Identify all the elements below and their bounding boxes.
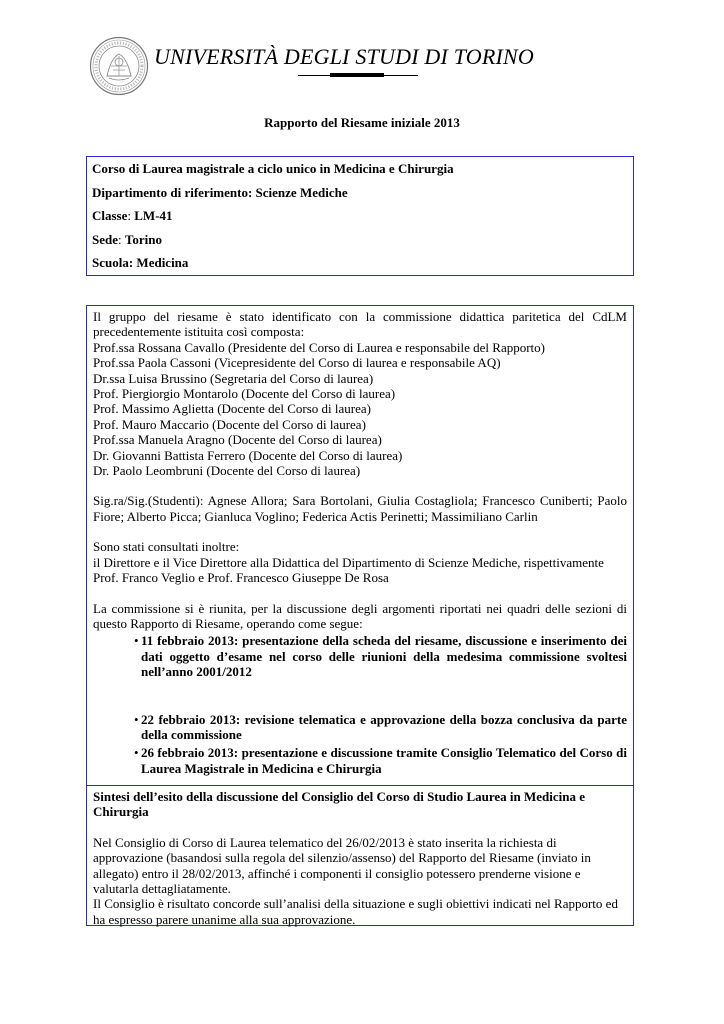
synthesis-paragraph: Nel Consiglio di Corso di Laurea telematico del 26/02/2013 è stato inserita la richiesta di approvazione (basandosi sulla regola del silenzio/assenso) del Rapporto del Riesame (inviato in allegato) entro il 28/02/2013, affinché i componenti il consiglio potessero prenderne visione e valutarla dettagliatamente. (93, 834, 591, 897)
consulted-heading: Sono stati consultati inoltre: (93, 539, 240, 555)
member-item: Prof.ssa Paola Cassoni (Vicepresidente del Corso di laurea e responsabile AQ) (93, 355, 501, 371)
synthesis-box (86, 785, 634, 926)
department: Dipartimento di riferimento: Scienze Mediche (92, 184, 348, 200)
course-info-box (86, 156, 634, 276)
site-sep: : (118, 231, 125, 247)
course-name: Corso di Laurea magistrale a ciclo unico in Medicina e Chirurgia (92, 161, 454, 176)
group-intro: Il gruppo del riesame è stato identificato con la commissione didattica paritetica del CdLM precedentemente istituita così composta: (93, 309, 627, 340)
member-item: Dr. Paolo Leombruni (Docente del Corso di laurea) (93, 463, 361, 479)
member-item: Dr.ssa Luisa Brussino (Segretaria del Corso di laurea) (93, 370, 374, 386)
meeting-text: 22 febbraio 2013: revisione telematica e approvazione della bozza conclusiva da parte della commissione (141, 711, 627, 742)
meeting-list (93, 633, 627, 776)
document-title: Rapporto del Riesame iniziale 2013 (264, 115, 460, 130)
member-item: Prof. Piergiorgio Montarolo (Docente del Corso di laurea) (93, 386, 396, 402)
member-item: Dr. Giovanni Battista Ferrero (Docente del Corso di laurea) (93, 447, 403, 463)
university-seal-logo (89, 36, 149, 96)
meeting-item (93, 633, 627, 679)
member-list (93, 340, 627, 479)
site-line (92, 232, 628, 256)
class-label: Classe (92, 208, 128, 223)
member-item: Prof.ssa Rossana Cavallo (Presidente del Corso di Laurea e responsabile del Rapporto) (93, 339, 545, 355)
meeting-intro: La commissione si è riunita, per la discussione degli argomenti riportati nei quadri delle sezioni di questo Rapporto di Riesame, operando come segue: (93, 600, 627, 631)
students-list: Sig.ra/Sig.(Studenti): Agnese Allora; Sara Bortolani, Giulia Costagliola; Francesco Cuniberti; Paolo Fiore; Alberto Picca; Gianluca Voglino; Federica Actis Perinetti; Massimiliano Carlin (93, 493, 627, 524)
meeting-item (93, 745, 627, 776)
consulted-text: il Direttore e il Vice Direttore alla Didattica del Dipartimento di Scienze Mediche, rispettivamente Prof. Franco Veglio e Prof. Francesco Giuseppe De Rosa (93, 554, 604, 586)
synthesis-paragraph: Il Consiglio è risultato concorde sull’analisi della situazione e sugli obiettivi indicati nel Rapporto ed ha espresso parere unanime alla sua approvazione. (93, 896, 618, 927)
bullet-icon: • (134, 711, 139, 727)
review-group-box (86, 305, 634, 786)
bullet-icon: • (134, 633, 139, 649)
meeting-text: 11 febbraio 2013: presentazione della scheda del riesame, discussione e inserimento dei dati oggetto d’esame nel corso delle riunioni della medesima commissione svoltesi nell’anno 2001/2012 (141, 633, 627, 680)
member-item: Prof.ssa Manuela Aragno (Docente del Corso di laurea) (93, 432, 382, 448)
member-item: Prof. Mauro Maccario (Docente del Corso di laurea) (93, 416, 366, 432)
school: Scuola: Medicina (92, 255, 189, 270)
member-item: Prof. Massimo Aglietta (Docente del Corso di laurea) (93, 401, 371, 417)
meeting-text: 26 febbraio 2013: presentazione e discussione tramite Consiglio Telematico del Corso di Laurea Magistrale in Medicina e Chirurgia (141, 745, 627, 776)
bullet-icon: • (134, 745, 139, 761)
site-value: Torino (124, 231, 162, 247)
site-label: Sede (92, 231, 118, 247)
class-sep: : (127, 208, 135, 223)
class-value: LM-41 (134, 208, 173, 223)
synthesis-heading: Sintesi dell’esito della discussione del Consiglio del Corso di Studio Laurea in Medicina e Chirurgia (93, 789, 586, 820)
university-name: UNIVERSITÀ DEGLI STUDI DI TORINO (154, 44, 534, 69)
meeting-item (93, 712, 627, 743)
class-line (92, 208, 628, 232)
header-rule-accent (330, 73, 384, 77)
